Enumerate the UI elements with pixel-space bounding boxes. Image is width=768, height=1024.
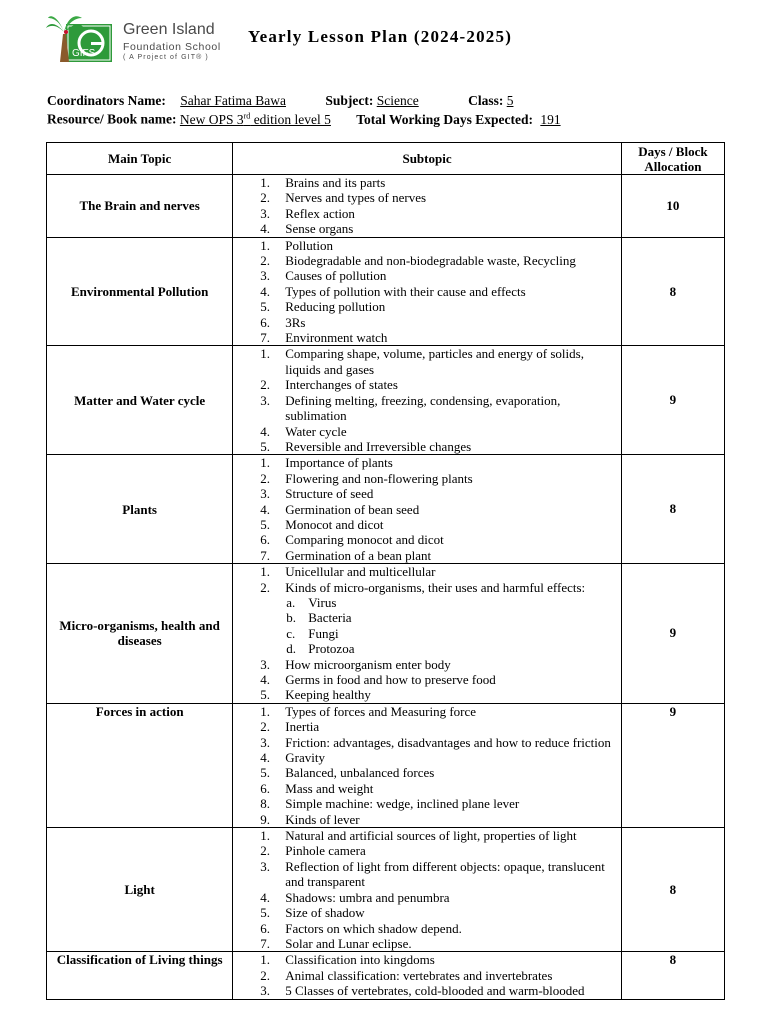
subtopic-cell [233, 703, 622, 827]
days-label: Total Working Days Expected: [356, 111, 533, 127]
item-text: Flowering and non-flowering plants [285, 470, 473, 486]
subtopic-cell [233, 455, 622, 564]
item-number: 2. [260, 967, 271, 983]
main-topic-cell: Light [47, 828, 233, 952]
item-number: 1. [260, 175, 271, 190]
item-number: 4. [260, 221, 271, 237]
subtopic-item [233, 393, 621, 424]
item-text: Keeping healthy [285, 687, 371, 703]
subtopic-item [233, 626, 621, 641]
subtopic-item [233, 471, 621, 486]
item-text: Reflection of light from different objects: opaque, translucent and transparent [285, 858, 605, 890]
table-row [47, 828, 725, 952]
subtopic-item [233, 486, 621, 501]
subtopic-list [233, 346, 621, 454]
subtopic-item [233, 330, 621, 345]
resource-label: Resource/ Book name: [47, 111, 177, 127]
item-number: 6. [260, 920, 271, 936]
subtopic-cell [233, 175, 622, 238]
item-number: 4. [260, 672, 271, 687]
coordinator-label: Coordinators Name: [47, 93, 166, 108]
item-number: 2. [260, 190, 271, 206]
header-days: Days / Block Allocation [621, 143, 724, 175]
item-number: 3. [260, 983, 271, 999]
days-value: 191 [540, 111, 561, 127]
subtopic-item [233, 564, 621, 579]
item-number: 4. [260, 889, 271, 905]
logo-mark: GIFS [72, 48, 96, 59]
subtopic-item [233, 253, 621, 268]
item-number: 5. [260, 765, 271, 781]
subtopic-item [233, 610, 621, 625]
item-number: 1. [260, 455, 271, 471]
item-text: Pollution [285, 237, 333, 253]
item-number: 3. [260, 734, 271, 750]
table-row [47, 455, 725, 564]
item-text: Brains and its parts [285, 175, 386, 190]
main-topic-cell: The Brain and nerves [47, 175, 233, 238]
item-text: Reflex action [285, 205, 355, 221]
item-number: 7. [260, 547, 271, 563]
subtopic-list [233, 175, 621, 237]
item-text: Factors on which shadow depend. [285, 920, 462, 936]
item-number: 1. [260, 703, 271, 719]
item-text: Protozoa [308, 641, 355, 657]
subtopic-cell [233, 237, 622, 346]
main-topic-cell: Forces in action [47, 703, 233, 827]
item-text: How microorganism enter body [285, 656, 451, 672]
logo-line2: Foundation School [123, 41, 221, 53]
table-row [47, 703, 725, 827]
document-title: Yearly Lesson Plan (2024-2025) [248, 27, 513, 46]
days-allocation-cell: 9 [621, 703, 724, 827]
item-text: Comparing shape, volume, particles and energy of solids, liquids and gases [285, 346, 584, 377]
item-number: 4. [260, 501, 271, 517]
item-number: 6. [260, 780, 271, 796]
subject-label: Subject: [325, 93, 374, 108]
item-number: 1. [260, 828, 271, 844]
item-text: Environment watch [285, 330, 388, 346]
subtopic-item [233, 175, 621, 190]
subtopic-item [233, 206, 621, 221]
class-value: 5 [506, 93, 514, 108]
subtopic-item [233, 968, 621, 983]
item-number: 5. [260, 905, 271, 921]
item-text: Natural and artificial sources of light, properties of light [285, 828, 577, 844]
info-line-2 [47, 111, 561, 128]
subtopic-item [233, 936, 621, 951]
item-text: Simple machine: wedge, inclined plane lever [285, 796, 520, 812]
item-number: 5. [260, 516, 271, 532]
item-number: 8. [260, 796, 271, 812]
item-number: 2. [260, 377, 271, 393]
item-number: 1. [260, 952, 271, 968]
item-text: Defining melting, freezing, condensing, evaporation, sublimation [285, 392, 561, 424]
days-allocation-cell: 8 [621, 237, 724, 346]
subtopic-item [233, 346, 621, 377]
class-label: Class: [468, 93, 504, 108]
item-number: 4. [260, 283, 271, 299]
item-number: a. [286, 594, 296, 610]
subtopic-item [233, 890, 621, 905]
item-number: 5. [260, 438, 271, 454]
main-topic-cell: Classification of Living things [47, 952, 233, 999]
subtopic-item [233, 284, 621, 299]
item-number: 5. [260, 299, 271, 315]
info-line-1 [47, 93, 513, 109]
days-allocation-cell: 9 [621, 346, 724, 455]
item-number: 6. [260, 314, 271, 330]
subtopic-item [233, 532, 621, 547]
item-text: Pinhole camera [285, 843, 366, 859]
subtopic-item [233, 190, 621, 205]
item-number: 4. [260, 423, 271, 439]
subject-value: Science [376, 93, 419, 108]
subtopic-item [233, 315, 621, 330]
table-row [47, 237, 725, 346]
lesson-plan-table [46, 142, 725, 1000]
item-number: 7. [260, 935, 271, 951]
subtopic-item [233, 595, 621, 610]
item-text: Unicellular and multicellular [285, 564, 436, 580]
item-number: 1. [260, 346, 271, 362]
item-text: Importance of plants [285, 455, 393, 471]
subtopic-list [233, 455, 621, 563]
subtopic-item [233, 657, 621, 672]
subtopic-item [233, 735, 621, 750]
item-text: 5 Classes of vertebrates, cold-blooded and warm-blooded [285, 983, 585, 999]
item-text: Causes of pollution [285, 268, 387, 284]
item-number: 3. [260, 268, 271, 284]
item-number: 2. [260, 579, 271, 595]
subtopic-list [233, 238, 621, 346]
school-logo [46, 12, 221, 64]
item-number: 3. [260, 205, 271, 221]
resource-value: New OPS 3rd edition level 5 [179, 111, 331, 127]
school-emblem-icon [46, 12, 114, 64]
subtopic-item [233, 765, 621, 780]
main-topic-cell: Environmental Pollution [47, 237, 233, 346]
item-text: Germination of bean seed [285, 501, 420, 517]
subtopic-cell [233, 828, 622, 952]
item-number: 4. [260, 750, 271, 766]
item-text: Inertia [285, 719, 320, 735]
table-row [47, 564, 725, 704]
header-subtopic: Subtopic [233, 143, 622, 175]
item-text: Shadows: umbra and penumbra [285, 889, 450, 905]
item-text: Structure of seed [285, 486, 374, 502]
subtopic-item [233, 672, 621, 687]
item-text: Germs in food and how to preserve food [285, 672, 496, 687]
subtopic-item [233, 812, 621, 827]
main-topic-cell: Micro-organisms, health and diseases [47, 564, 233, 704]
item-number: 3. [260, 858, 271, 874]
days-allocation-cell: 8 [621, 828, 724, 952]
item-number: b. [286, 610, 297, 626]
subtopic-item [233, 983, 621, 998]
item-number: 5. [260, 687, 271, 703]
subtopic-item [233, 843, 621, 858]
subtopic-item [233, 859, 621, 890]
subtopic-item [233, 424, 621, 439]
subtopic-list [233, 828, 621, 951]
subtopic-item [233, 781, 621, 796]
days-allocation-cell: 10 [621, 175, 724, 238]
item-number: c. [286, 625, 296, 641]
logo-line3: ( A Project of GIT® ) [123, 54, 209, 61]
item-text: Reversible and Irreversible changes [285, 438, 472, 454]
subtopic-item [233, 439, 621, 454]
item-number: 3. [260, 392, 271, 408]
main-topic-cell: Plants [47, 455, 233, 564]
item-text: Nerves and types of nerves [285, 190, 427, 206]
item-text: Sense organs [285, 221, 354, 237]
item-text: Water cycle [285, 423, 347, 439]
item-text: Comparing monocot and dicot [285, 532, 444, 548]
subtopic-item [233, 750, 621, 765]
item-text: Fungi [308, 625, 339, 641]
subtopic-list [233, 564, 621, 703]
item-text: Monocot and dicot [285, 516, 384, 532]
subtopic-cell [233, 346, 622, 455]
subtopic-cell [233, 564, 622, 704]
subtopic-item [233, 796, 621, 811]
item-number: 1. [260, 564, 271, 580]
subtopic-item [233, 377, 621, 392]
subtopic-item [233, 299, 621, 314]
logo-line1: Green Island [123, 21, 215, 38]
subtopic-item [233, 221, 621, 236]
item-text: Kinds of micro-organisms, their uses and harmful effects: [285, 579, 586, 595]
item-number: 9. [260, 811, 271, 827]
subtopic-item [233, 704, 621, 719]
coordinator-value: Sahar Fatima Bawa [180, 93, 286, 108]
item-number: 3. [260, 486, 271, 502]
item-text: Types of pollution with their cause and effects [285, 283, 526, 299]
item-text: Virus [308, 594, 337, 610]
subtopic-item [233, 687, 621, 702]
days-allocation-cell: 8 [621, 455, 724, 564]
item-text: Gravity [285, 750, 325, 766]
subtopic-item [233, 905, 621, 920]
item-text: Classification into kingdoms [285, 952, 435, 968]
item-number: 7. [260, 330, 271, 346]
item-text: Animal classification: vertebrates and invertebrates [285, 967, 553, 983]
item-text: Size of shadow [285, 905, 365, 921]
item-number: d. [286, 641, 297, 657]
item-text: Balanced, unbalanced forces [285, 765, 435, 781]
item-number: 3. [260, 656, 271, 672]
subtopic-item [233, 238, 621, 253]
item-text: Reducing pollution [285, 299, 386, 315]
item-number: 6. [260, 532, 271, 548]
subtopic-list [233, 704, 621, 827]
item-number: 2. [260, 470, 271, 486]
item-text: Germination of a bean plant [285, 547, 432, 563]
subtopic-item [233, 268, 621, 283]
table-header-row [47, 143, 725, 175]
subtopic-item [233, 580, 621, 595]
subtopic-item [233, 517, 621, 532]
header-main-topic: Main Topic [47, 143, 233, 175]
table-row [47, 175, 725, 238]
item-text: Friction: advantages, disadvantages and how to reduce friction [285, 734, 611, 750]
days-allocation-cell: 8 [621, 952, 724, 999]
item-text: Bacteria [308, 610, 352, 626]
item-number: 2. [260, 719, 271, 735]
item-number: 2. [260, 253, 271, 269]
item-number: 1. [260, 237, 271, 253]
subtopic-item [233, 952, 621, 967]
subtopic-item [233, 828, 621, 843]
subtopic-item [233, 502, 621, 517]
main-topic-cell: Matter and Water cycle [47, 346, 233, 455]
item-text: Types of forces and Measuring force [285, 703, 477, 719]
item-text: Mass and weight [285, 780, 374, 796]
item-text: Solar and Lunar eclipse. [285, 935, 412, 951]
table-row [47, 952, 725, 999]
subtopic-item [233, 641, 621, 656]
subtopic-item [233, 455, 621, 470]
days-allocation-cell: 9 [621, 564, 724, 704]
subtopic-list [233, 952, 621, 998]
item-number: 2. [260, 843, 271, 859]
item-text: Interchanges of states [285, 377, 398, 393]
subtopic-cell [233, 952, 622, 999]
item-text: Biodegradable and non-biodegradable waste, Recycling [285, 253, 576, 269]
item-text: 3Rs [285, 314, 306, 330]
item-text: Kinds of lever [285, 811, 360, 827]
table-row [47, 346, 725, 455]
subtopic-item [233, 548, 621, 563]
subtopic-item [233, 719, 621, 734]
subtopic-item [233, 921, 621, 936]
